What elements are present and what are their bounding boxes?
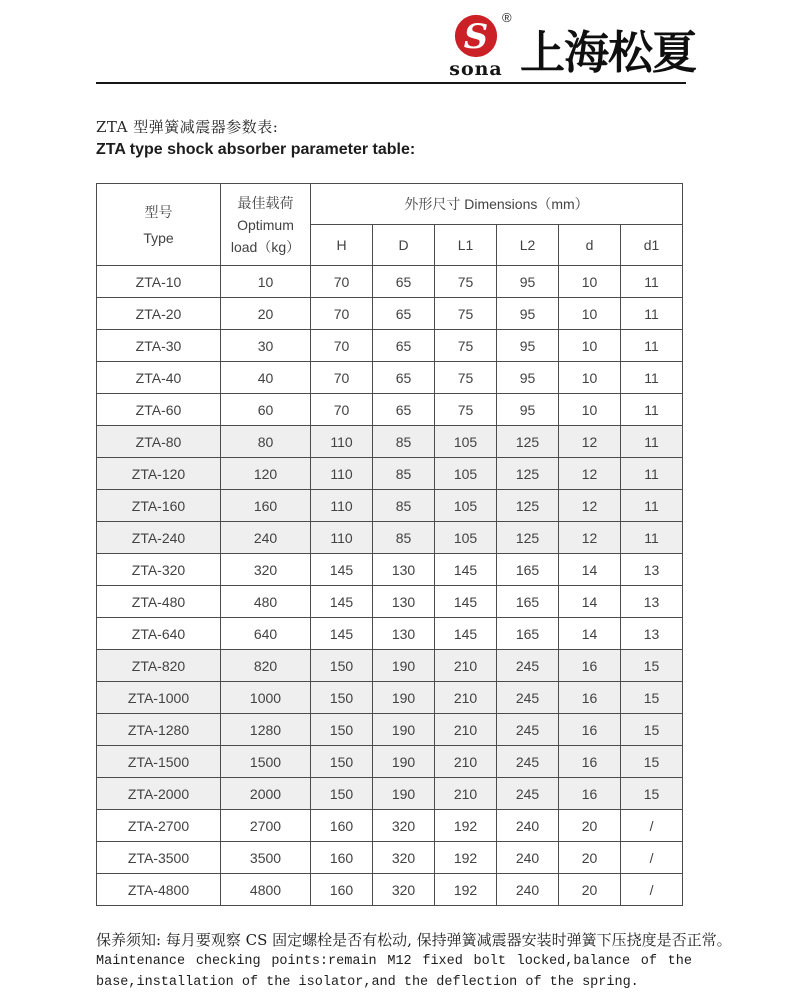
model-cell: ZTA-4800 bbox=[97, 874, 221, 906]
model-cell: ZTA-80 bbox=[97, 426, 221, 458]
table-row bbox=[97, 330, 683, 362]
dimension-cell: 15 bbox=[621, 682, 683, 714]
dimension-cell: 245 bbox=[497, 746, 559, 778]
dimension-cell: 14 bbox=[559, 618, 621, 650]
column-header-dim-l1: L1 bbox=[435, 225, 497, 266]
dimension-cell: 145 bbox=[435, 586, 497, 618]
dimension-cell: 192 bbox=[435, 874, 497, 906]
dimension-cell: 15 bbox=[621, 650, 683, 682]
dimension-cell: 320 bbox=[373, 810, 435, 842]
dimension-cell: 10 bbox=[559, 394, 621, 426]
dimension-cell: 85 bbox=[373, 490, 435, 522]
load-cell: 3500 bbox=[221, 842, 311, 874]
table-row bbox=[97, 522, 683, 554]
dimension-cell: 13 bbox=[621, 554, 683, 586]
dimension-cell: 145 bbox=[311, 554, 373, 586]
parameter-table bbox=[96, 183, 683, 906]
model-cell: ZTA-10 bbox=[97, 266, 221, 298]
load-cell: 1280 bbox=[221, 714, 311, 746]
dimension-cell: 65 bbox=[373, 266, 435, 298]
dimension-cell: 192 bbox=[435, 842, 497, 874]
model-cell: ZTA-1500 bbox=[97, 746, 221, 778]
table-row bbox=[97, 490, 683, 522]
table-row bbox=[97, 394, 683, 426]
load-cell: 20 bbox=[221, 298, 311, 330]
dimension-cell: 16 bbox=[559, 778, 621, 810]
table-row bbox=[97, 266, 683, 298]
load-cell: 60 bbox=[221, 394, 311, 426]
dimension-cell: 210 bbox=[435, 778, 497, 810]
load-cell: 1000 bbox=[221, 682, 311, 714]
table-row bbox=[97, 650, 683, 682]
model-cell: ZTA-60 bbox=[97, 394, 221, 426]
model-cell: ZTA-40 bbox=[97, 362, 221, 394]
dimension-cell: 15 bbox=[621, 714, 683, 746]
dimension-cell: 95 bbox=[497, 394, 559, 426]
load-cell: 820 bbox=[221, 650, 311, 682]
model-cell: ZTA-160 bbox=[97, 490, 221, 522]
dimension-cell: 245 bbox=[497, 778, 559, 810]
model-cell: ZTA-240 bbox=[97, 522, 221, 554]
model-cell: ZTA-2700 bbox=[97, 810, 221, 842]
load-cell: 2000 bbox=[221, 778, 311, 810]
dimension-cell: 16 bbox=[559, 650, 621, 682]
dimension-cell: 11 bbox=[621, 522, 683, 554]
dimension-cell: / bbox=[621, 842, 683, 874]
table-row bbox=[97, 586, 683, 618]
dimension-cell: 15 bbox=[621, 746, 683, 778]
load-cell: 30 bbox=[221, 330, 311, 362]
maintenance-note-zh: 保养须知: 每月要观察 CS 固定螺栓是否有松动, 保持弹簧减震器安装时弹簧下压挠度是否正常。 bbox=[96, 931, 732, 949]
dimension-cell: 245 bbox=[497, 650, 559, 682]
model-cell: ZTA-30 bbox=[97, 330, 221, 362]
company-logo bbox=[440, 8, 700, 82]
dimension-cell: 125 bbox=[497, 426, 559, 458]
column-header-dim-h: H bbox=[311, 225, 373, 266]
load-cell: 2700 bbox=[221, 810, 311, 842]
brand-name: sona bbox=[449, 58, 503, 80]
dimension-cell: 240 bbox=[497, 874, 559, 906]
dimension-cell: 190 bbox=[373, 746, 435, 778]
dimension-cell: 95 bbox=[497, 266, 559, 298]
dimension-cell: 105 bbox=[435, 522, 497, 554]
dimension-cell: 150 bbox=[311, 746, 373, 778]
dimension-cell: 110 bbox=[311, 490, 373, 522]
dimension-cell: 130 bbox=[373, 586, 435, 618]
dimension-cell: 16 bbox=[559, 714, 621, 746]
dimension-cell: 160 bbox=[311, 842, 373, 874]
dimension-cell: 16 bbox=[559, 746, 621, 778]
dimension-cell: 70 bbox=[311, 266, 373, 298]
dimension-cell: 245 bbox=[497, 714, 559, 746]
model-cell: ZTA-820 bbox=[97, 650, 221, 682]
page-title-zh: ZTA 型弹簧减震器参数表: bbox=[96, 118, 279, 136]
model-cell: ZTA-3500 bbox=[97, 842, 221, 874]
dimension-cell: 11 bbox=[621, 362, 683, 394]
load-cell: 10 bbox=[221, 266, 311, 298]
dimension-cell: 10 bbox=[559, 266, 621, 298]
column-header-dim-d: d bbox=[559, 225, 621, 266]
table-row bbox=[97, 746, 683, 778]
maintenance-note-en-line2: base,installation of the isolator,and the deflection of the spring. bbox=[96, 975, 639, 990]
dimension-cell: 85 bbox=[373, 426, 435, 458]
header-divider bbox=[96, 82, 686, 84]
dimension-cell: 11 bbox=[621, 394, 683, 426]
dimension-cell: 16 bbox=[559, 682, 621, 714]
dimension-cell: 70 bbox=[311, 362, 373, 394]
dimension-cell: / bbox=[621, 810, 683, 842]
load-cell: 160 bbox=[221, 490, 311, 522]
table-row bbox=[97, 554, 683, 586]
dimension-cell: 12 bbox=[559, 458, 621, 490]
column-header-type bbox=[97, 184, 221, 266]
dimension-cell: 240 bbox=[497, 842, 559, 874]
model-cell: ZTA-640 bbox=[97, 618, 221, 650]
dimension-cell: 105 bbox=[435, 458, 497, 490]
maintenance-note-en-line1: Maintenance checking points:remain M12 fixed bolt locked,balance of the bbox=[96, 954, 692, 969]
load-cell: 240 bbox=[221, 522, 311, 554]
model-cell: ZTA-320 bbox=[97, 554, 221, 586]
dimension-cell: 105 bbox=[435, 490, 497, 522]
dimension-cell: 245 bbox=[497, 682, 559, 714]
dimension-cell: 75 bbox=[435, 266, 497, 298]
dimension-cell: 12 bbox=[559, 522, 621, 554]
dimension-cell: 75 bbox=[435, 362, 497, 394]
column-header-load-en1: Optimum bbox=[237, 216, 294, 233]
dimension-cell: 145 bbox=[311, 586, 373, 618]
dimension-cell: 210 bbox=[435, 746, 497, 778]
dimension-cell: 95 bbox=[497, 362, 559, 394]
column-header-type-zh: 型号 bbox=[144, 203, 173, 220]
dimension-cell: 190 bbox=[373, 778, 435, 810]
dimension-cell: 125 bbox=[497, 458, 559, 490]
dimension-cell: 85 bbox=[373, 458, 435, 490]
table-row bbox=[97, 682, 683, 714]
dimension-cell: 75 bbox=[435, 330, 497, 362]
dimension-cell: 11 bbox=[621, 458, 683, 490]
dimension-cell: 95 bbox=[497, 298, 559, 330]
dimension-cell: 11 bbox=[621, 298, 683, 330]
column-header-dim-d: D bbox=[373, 225, 435, 266]
dimension-cell: 320 bbox=[373, 874, 435, 906]
maintenance-note bbox=[96, 930, 732, 993]
load-cell: 640 bbox=[221, 618, 311, 650]
dimension-cell: 110 bbox=[311, 458, 373, 490]
column-header-type-en: Type bbox=[143, 229, 174, 246]
dimension-cell: 145 bbox=[435, 554, 497, 586]
dimension-cell: 20 bbox=[559, 874, 621, 906]
registered-trademark-icon: ® bbox=[502, 10, 512, 25]
dimension-cell: 75 bbox=[435, 394, 497, 426]
dimension-cell: 210 bbox=[435, 650, 497, 682]
table-row bbox=[97, 426, 683, 458]
dimension-cell: 10 bbox=[559, 330, 621, 362]
table-row bbox=[97, 458, 683, 490]
dimension-cell: 150 bbox=[311, 714, 373, 746]
dimension-cell: 105 bbox=[435, 426, 497, 458]
load-cell: 480 bbox=[221, 586, 311, 618]
column-header-dim-l2: L2 bbox=[497, 225, 559, 266]
table-row bbox=[97, 298, 683, 330]
dimension-cell: 210 bbox=[435, 714, 497, 746]
svg-text:S: S bbox=[463, 15, 489, 56]
dimension-cell: 130 bbox=[373, 618, 435, 650]
dimension-cell: 14 bbox=[559, 554, 621, 586]
dimension-cell: 70 bbox=[311, 298, 373, 330]
dimension-cell: 192 bbox=[435, 810, 497, 842]
load-cell: 40 bbox=[221, 362, 311, 394]
table-row bbox=[97, 778, 683, 810]
load-cell: 4800 bbox=[221, 874, 311, 906]
dimension-cell: 160 bbox=[311, 810, 373, 842]
load-cell: 120 bbox=[221, 458, 311, 490]
dimension-cell: 11 bbox=[621, 266, 683, 298]
load-cell: 320 bbox=[221, 554, 311, 586]
dimension-cell: 130 bbox=[373, 554, 435, 586]
dimension-cell: 10 bbox=[559, 362, 621, 394]
dimension-cell: 190 bbox=[373, 682, 435, 714]
dimension-cell: 150 bbox=[311, 778, 373, 810]
table-row bbox=[97, 714, 683, 746]
dimension-cell: 65 bbox=[373, 330, 435, 362]
dimension-cell: 320 bbox=[373, 842, 435, 874]
column-header-load bbox=[221, 184, 311, 266]
dimension-cell: 13 bbox=[621, 618, 683, 650]
sona-logo-icon bbox=[454, 14, 498, 58]
dimension-cell: / bbox=[621, 874, 683, 906]
dimension-cell: 210 bbox=[435, 682, 497, 714]
dimension-cell: 12 bbox=[559, 490, 621, 522]
dimension-cell: 10 bbox=[559, 298, 621, 330]
dimension-cell: 190 bbox=[373, 714, 435, 746]
column-header-load-en2: load（kg） bbox=[230, 238, 301, 255]
dimension-cell: 14 bbox=[559, 586, 621, 618]
dimension-cell: 65 bbox=[373, 394, 435, 426]
dimension-cell: 165 bbox=[497, 586, 559, 618]
dimension-cell: 95 bbox=[497, 330, 559, 362]
dimension-cell: 150 bbox=[311, 650, 373, 682]
dimension-cell: 125 bbox=[497, 522, 559, 554]
dimension-cell: 65 bbox=[373, 298, 435, 330]
table-row bbox=[97, 842, 683, 874]
model-cell: ZTA-1280 bbox=[97, 714, 221, 746]
model-cell: ZTA-1000 bbox=[97, 682, 221, 714]
dimension-cell: 20 bbox=[559, 810, 621, 842]
dimension-cell: 75 bbox=[435, 298, 497, 330]
model-cell: ZTA-120 bbox=[97, 458, 221, 490]
column-header-dim-d1: d1 bbox=[621, 225, 683, 266]
dimension-cell: 85 bbox=[373, 522, 435, 554]
dimension-cell: 11 bbox=[621, 426, 683, 458]
dimension-cell: 65 bbox=[373, 362, 435, 394]
load-cell: 80 bbox=[221, 426, 311, 458]
dimension-cell: 11 bbox=[621, 490, 683, 522]
dimension-cell: 145 bbox=[311, 618, 373, 650]
model-cell: ZTA-2000 bbox=[97, 778, 221, 810]
table-row bbox=[97, 362, 683, 394]
dimension-cell: 165 bbox=[497, 618, 559, 650]
table-row bbox=[97, 874, 683, 906]
dimension-cell: 20 bbox=[559, 842, 621, 874]
dimension-cell: 190 bbox=[373, 650, 435, 682]
dimension-cell: 125 bbox=[497, 490, 559, 522]
table-row bbox=[97, 810, 683, 842]
dimension-cell: 11 bbox=[621, 330, 683, 362]
dimension-cell: 110 bbox=[311, 426, 373, 458]
company-name: 上海松夏 bbox=[520, 26, 697, 79]
dimension-cell: 160 bbox=[311, 874, 373, 906]
model-cell: ZTA-20 bbox=[97, 298, 221, 330]
dimension-cell: 110 bbox=[311, 522, 373, 554]
column-header-load-zh: 最佳载荷 bbox=[237, 194, 294, 211]
dimension-cell: 13 bbox=[621, 586, 683, 618]
dimension-cell: 70 bbox=[311, 394, 373, 426]
column-header-dimensions: 外形尺寸 Dimensions（mm） bbox=[311, 184, 683, 225]
page-title-en: ZTA type shock absorber parameter table: bbox=[96, 141, 416, 158]
dimension-cell: 165 bbox=[497, 554, 559, 586]
dimension-cell: 70 bbox=[311, 330, 373, 362]
table-body bbox=[97, 266, 683, 906]
model-cell: ZTA-480 bbox=[97, 586, 221, 618]
load-cell: 1500 bbox=[221, 746, 311, 778]
dimension-cell: 15 bbox=[621, 778, 683, 810]
dimension-cell: 240 bbox=[497, 810, 559, 842]
dimension-cell: 12 bbox=[559, 426, 621, 458]
table-row bbox=[97, 618, 683, 650]
dimension-cell: 150 bbox=[311, 682, 373, 714]
dimension-cell: 145 bbox=[435, 618, 497, 650]
